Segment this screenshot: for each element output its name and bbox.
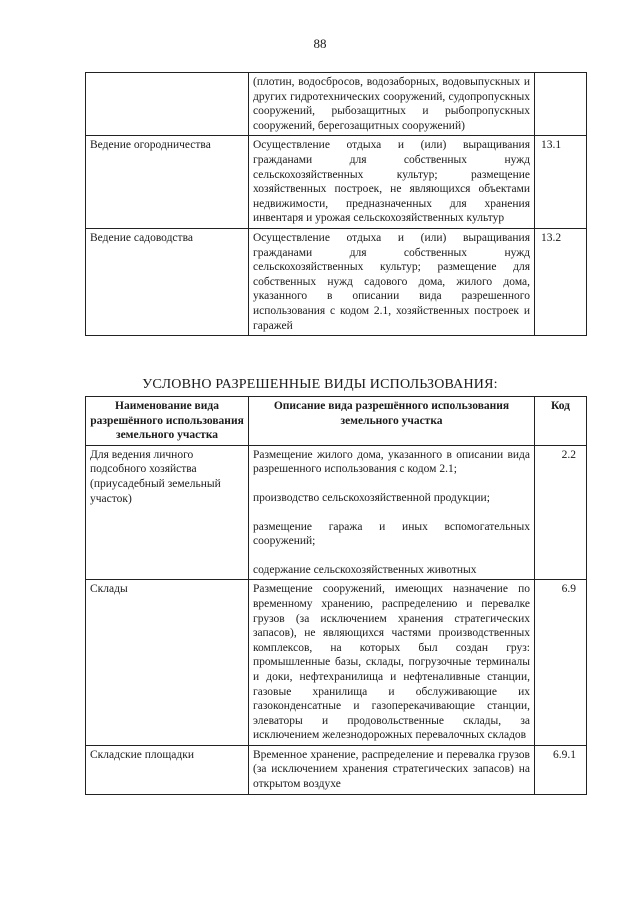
use-description-cell: Осуществление отдыха и (или) выращивания гражданами для собственных нужд сельскохозяйственных культур; размещение хозяйственных построек, не являющихся объектами недвижимости, предназначенных для хранения инвентаря и урожая сельскохозяйственных культур — [249, 136, 535, 229]
description-paragraph: размещение гаража и иных вспомогательных сооружений; — [253, 520, 530, 548]
use-code-cell: 13.1 — [535, 136, 587, 229]
table-header-row — [86, 397, 587, 446]
use-name-cell: Ведение садоводства — [86, 228, 249, 335]
table-row — [86, 136, 587, 229]
table-row — [86, 228, 587, 335]
use-description-cell — [249, 445, 535, 580]
column-header-description: Описание вида разрешённого использования земельного участка — [249, 397, 535, 446]
description-paragraph: содержание сельскохозяйственных животных — [253, 563, 477, 576]
use-code-cell: 6.9.1 — [535, 745, 587, 794]
use-description-cell: Осуществление отдыха и (или) выращивания гражданами для собственных нужд сельскохозяйственных культур; размещение для собственных нужд садового дома, жилого дома, указанного в описании вида разрешенного использования с кодом 2.1, хозяйственных построек и гаражей — [249, 228, 535, 335]
use-name-cell: Для ведения личного подсобного хозяйства (приусадебный земельный участок) — [86, 445, 249, 580]
description-paragraph: Размещение жилого дома, указанного в описании вида разрешенного использования с кодом 2.1; — [253, 448, 530, 476]
use-description-cell: (плотин, водосбросов, водозаборных, водовыпускных и других гидротехнических сооружений, судопропускных сооружений, рыбозащитных и рыбопропускных сооружений, берегозащитных сооружений) — [249, 73, 535, 136]
permitted-uses-table-continued — [85, 72, 587, 336]
use-name-cell — [86, 73, 249, 136]
use-name-cell: Ведение огородничества — [86, 136, 249, 229]
column-header-code: Код — [535, 397, 587, 446]
table-row — [86, 73, 587, 136]
use-code-cell: 13.2 — [535, 228, 587, 335]
page-number: 88 — [313, 36, 327, 51]
table-row — [86, 580, 587, 746]
use-name-cell: Склады — [86, 580, 249, 746]
column-header-name: Наименование вида разрешённого использования земельного участка — [86, 397, 249, 446]
table-row — [86, 745, 587, 794]
use-description-cell: Размещение сооружений, имеющих назначение по временному хранению, распределению и перевалке грузов (за исключением хранения стратегических запасов), не являющихся частями производственных комплексов, на которых был создан груз: промышленные базы, склады, погрузочные терминалы и доки, нефтехранилища и нефтеналивные станции, газовые хранилища и обслуживающие их газоконденсатные и газоперекачивающие станции, элеваторы и продовольственные склады, за исключением железнодорожных перевалочных складов — [249, 580, 535, 746]
use-code-cell: 6.9 — [535, 580, 587, 746]
conditional-uses-table — [85, 396, 587, 795]
use-code-cell: 2.2 — [535, 445, 587, 580]
table-row — [86, 445, 587, 580]
conditional-uses-heading: УСЛОВНО РАЗРЕШЕННЫЕ ВИДЫ ИСПОЛЬЗОВАНИЯ: — [142, 377, 498, 392]
use-description-cell: Временное хранение, распределение и перевалка грузов (за исключением хранения стратегических запасов) на открытом воздухе — [249, 745, 535, 794]
use-name-cell: Складские площадки — [86, 745, 249, 794]
use-code-cell — [535, 73, 587, 136]
description-paragraph: производство сельскохозяйственной продукции; — [253, 491, 490, 504]
